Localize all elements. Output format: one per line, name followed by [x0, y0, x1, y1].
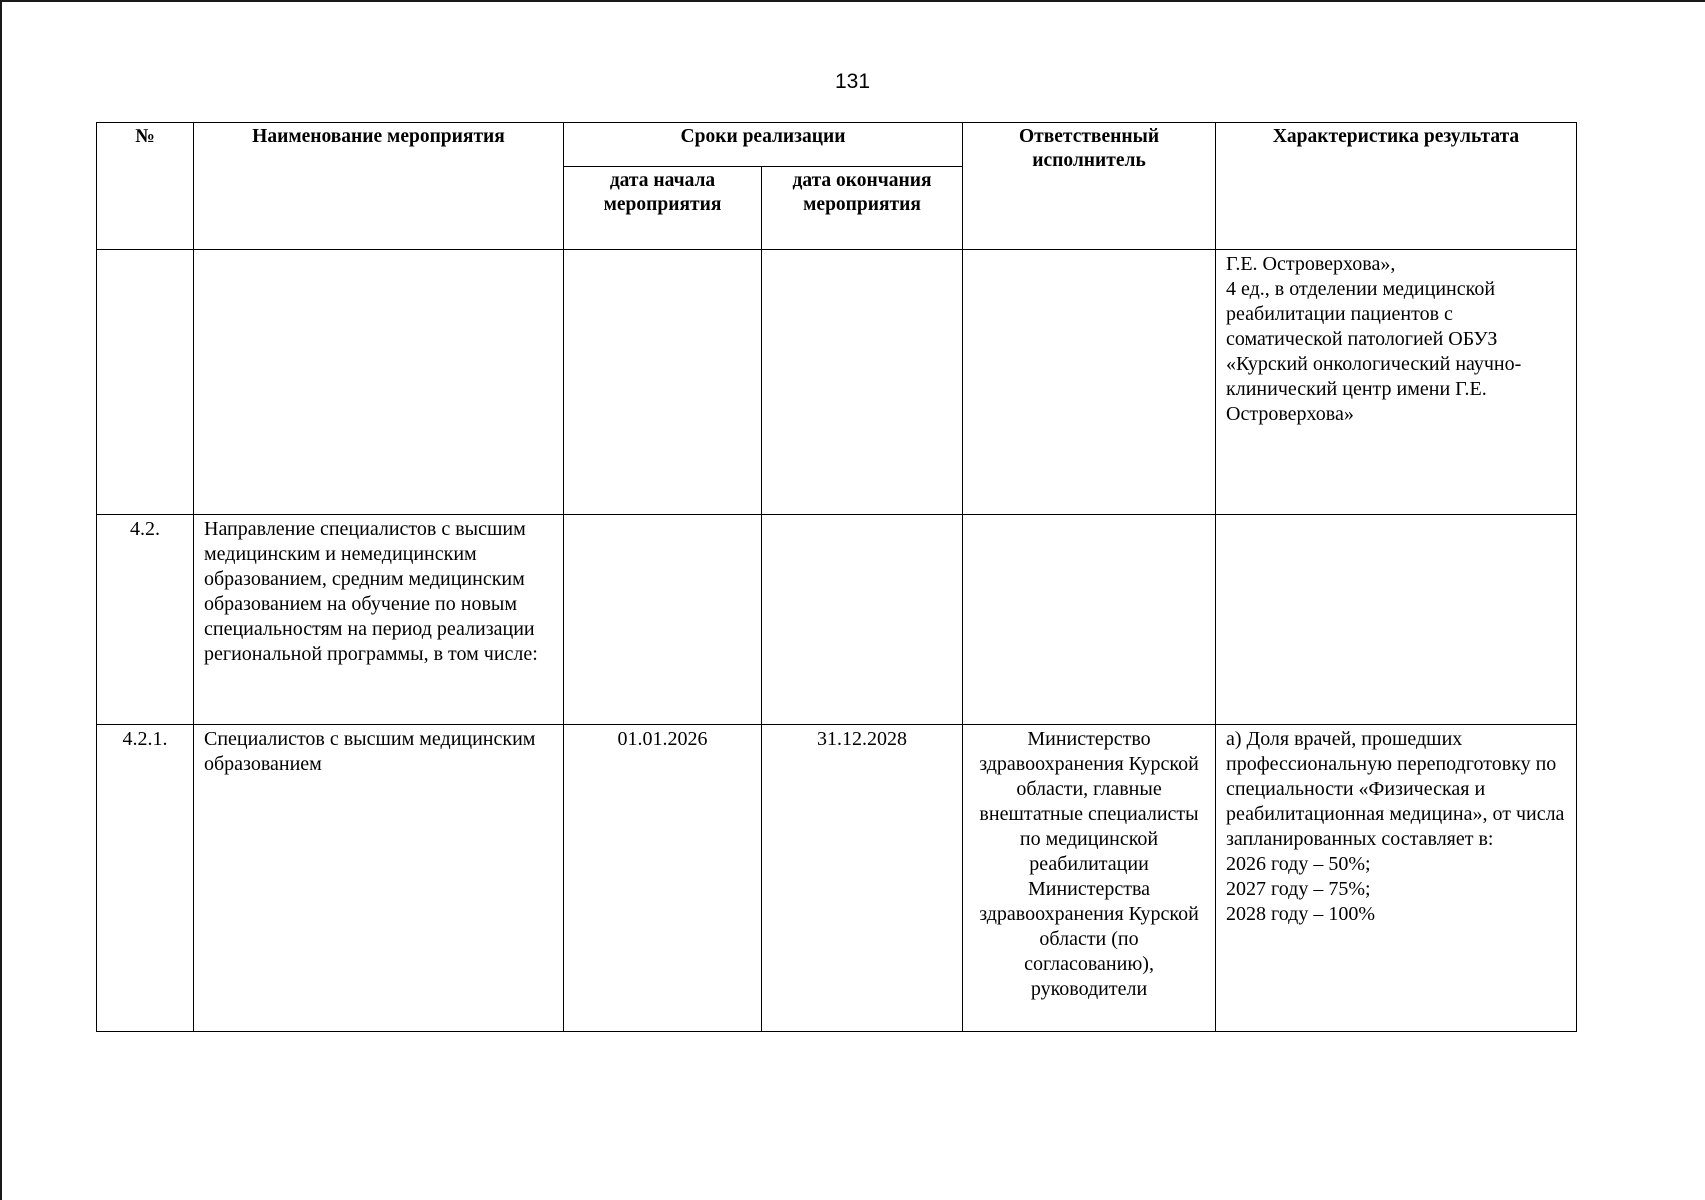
- row-result: Г.Е. Островерхова», 4 ед., в отделении медицинской реабилитации пациентов с соматической патологией ОБУЗ «Курский онкологический научно-клинический центр имени Г.Е. Островерхова»: [1216, 250, 1577, 515]
- row-start-date: 01.01.2026: [564, 725, 762, 1032]
- row-start-date: [564, 250, 762, 515]
- table-row: [97, 250, 1577, 515]
- activities-table: [96, 122, 1577, 1032]
- table-row: [97, 725, 1577, 1032]
- row-result: а) Доля врачей, прошедших профессиональную переподготовку по специальности «Физическая и реабилитационная медицина», от числа запланированных составляет в: 2026 году – 50%; 2027 году – 75%; 2028 году – 100%: [1216, 725, 1577, 1032]
- header-num: №: [97, 123, 194, 250]
- header-name: Наименование мероприятия: [194, 123, 564, 250]
- page-number: 131: [834, 70, 871, 93]
- row-responsible: [963, 250, 1216, 515]
- header-responsible: Ответственный исполнитель: [963, 123, 1216, 250]
- row-num: [97, 250, 194, 515]
- row-name: Специалистов с высшим медицинским образованием: [194, 725, 564, 1032]
- row-start-date: [564, 515, 762, 725]
- header-row-1: [97, 123, 1577, 167]
- row-end-date: [762, 515, 963, 725]
- row-result: [1216, 515, 1577, 725]
- header-terms: Сроки реализации: [564, 123, 963, 167]
- header-result: Характеристика результата: [1216, 123, 1577, 250]
- row-responsible: Министерство здравоохранения Курской области, главные внештатные специалисты по медицинской реабилитации Министерства здравоохранения Курской области (по согласованию), руководители: [963, 725, 1216, 1032]
- row-name: [194, 250, 564, 515]
- row-responsible: [963, 515, 1216, 725]
- row-name: Направление специалистов с высшим медицинским и немедицинским образованием, средним медицинским образованием на обучение по новым специальностям на период реализации региональной программы, в том числе:: [194, 515, 564, 725]
- row-end-date: 31.12.2028: [762, 725, 963, 1032]
- scan-edge-top: [0, 0, 1705, 2]
- header-start-date: дата начала мероприятия: [564, 167, 762, 250]
- scan-edge-left: [0, 0, 2, 1200]
- row-end-date: [762, 250, 963, 515]
- row-num: 4.2.: [97, 515, 194, 725]
- table-row: [97, 515, 1577, 725]
- row-num: 4.2.1.: [97, 725, 194, 1032]
- header-end-date: дата окончания мероприятия: [762, 167, 963, 250]
